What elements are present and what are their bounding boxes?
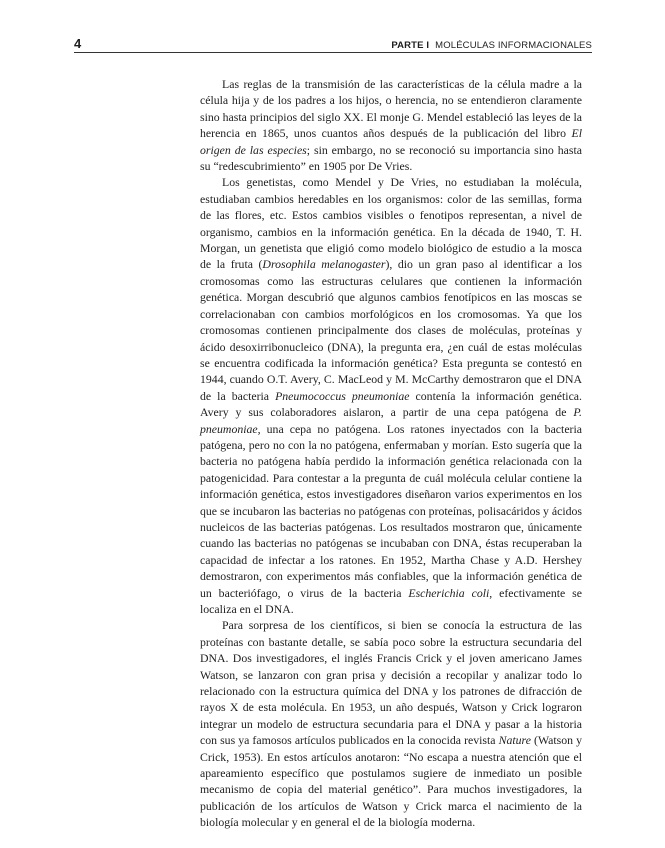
text-run: , efectivamente se localiza en el DNA. [200, 585, 582, 616]
part-label: PARTE I [391, 40, 430, 51]
text-run: Los genetistas, como Mendel y De Vries, no estudiaban la molécula, estudiaban cambios heredables en los organismos: color de las semillas, forma de las flores, etc. Estos cambios visibles o fenotipos representan, a nivel de organismo, cambios en la información genética. En la década de 1940, T. H. Morgan, un genetista que eligió como modelo biológico de estudio a la mosca de la fruta ( [200, 175, 582, 272]
text-run: Para sorpresa de los científicos, si bien se conocía la estructura de las proteínas con bastante detalle, se sabía poco sobre la estructura secundaria del DNA. Dos investigadores, el inglés Francis Crick y el joven americano James Watson, se lanzaron con gran prisa y decisión a recopilar y analizar todo lo relacionado con la estructura química del DNA y los patrones de difracción de rayos X de esta molécula. En 1953, un año después, Watson y Crick lograron integrar un modelo de estructura secundaria para el DNA y pasar a la historia con sus ya famosos artículos publicados en la conocida revista [200, 618, 582, 748]
body-text [200, 76, 582, 831]
italic-term: P. pneumoniae, [200, 405, 582, 436]
italic-term: Nature [498, 733, 531, 748]
italic-term: Pneumococcus pneumoniae [275, 388, 410, 403]
italic-term: El origen de las especies [200, 126, 582, 157]
page-number: 4 [74, 36, 82, 51]
header-rule [74, 52, 592, 53]
italic-term: Drosophila melanogaster [262, 257, 386, 272]
paragraph [200, 617, 582, 830]
text-run: contenía la información genética. Avery y sus colaboradores aislaron, a partir de una cepa patógena de [200, 388, 582, 420]
text-run: ; sin embargo, no se reconoció su importancia sino hasta su “redescubrimiento” en 1905 por De Vries. [200, 142, 582, 174]
text-run: una cepa no patógena. Los ratones inyectados con la bacteria patógena, pero no con la no patógena, enfermaban y morían. Esto sugería que la bacteria no patógena había perdido la información genética relacionada con la patogenicidad. Para contestar a la pregunta de cuál molécula celular contiene la información genética, estos investigadores diseñaron varios experimentos en los que se incubaron las bacterias no patógenas con proteínas, polisacáridos y ácidos nucleicos de las bacterias patógenas. Los resultados mostraron que, únicamente cuando las bacterias no patógenas se incubaban con DNA, éstas recuperaban la capacidad de infectar a los ratones. En 1952, Martha Chase y A.D. Hershey demostraron, con experimentos más confiables, que la información genética de un bacteriófago, o virus de la bacteria [200, 421, 582, 600]
italic-term: Escherichia coli [408, 585, 490, 600]
paragraph [200, 174, 582, 617]
section-title: MOLÉCULAS INFORMACIONALES [435, 40, 592, 51]
text-run: ), dio un gran paso al identificar a los cromosomas como las estructuras celulares que contienen la información genética. Morgan descubrió que algunos cambios fenotípicos en las moscas se correlacionaban con cambios morfológicos en los cromosomas. Ya que los cromosomas contienen principalmente dos clases de moléculas, proteínas y ácido desoxirribonucleico (DNA), la pregunta era, ¿en cuál de estas moléculas se encuentra codificada la información genética? Esta pregunta se contestó en 1944, cuando O.T. Avery, C. MacLeod y M. McCarthy demostraron que el DNA de la bacteria [200, 257, 582, 403]
text-run: Las reglas de la transmisión de las características de la célula madre a la célula hija y de los padres a los hijos, o herencia, no se entendieron claramente sino hasta principios del siglo XX. El monje G. Mendel estableció las leyes de la herencia en 1865, unos cuantos años después de la publicación del libro [200, 77, 582, 141]
running-head [391, 40, 592, 51]
text-run: (Watson y Crick, 1953). En estos artículos anotaron: “No escapa a nuestra atención que el apareamiento específico que postulamos sugiere de inmediato un posible mecanismo de copia del material genético”. Para muchos investigadores, la publicación de los artículos de Watson y Crick marca el nacimiento de la biología molecular y en general el de la biología moderna. [200, 733, 582, 830]
paragraph [200, 76, 582, 174]
